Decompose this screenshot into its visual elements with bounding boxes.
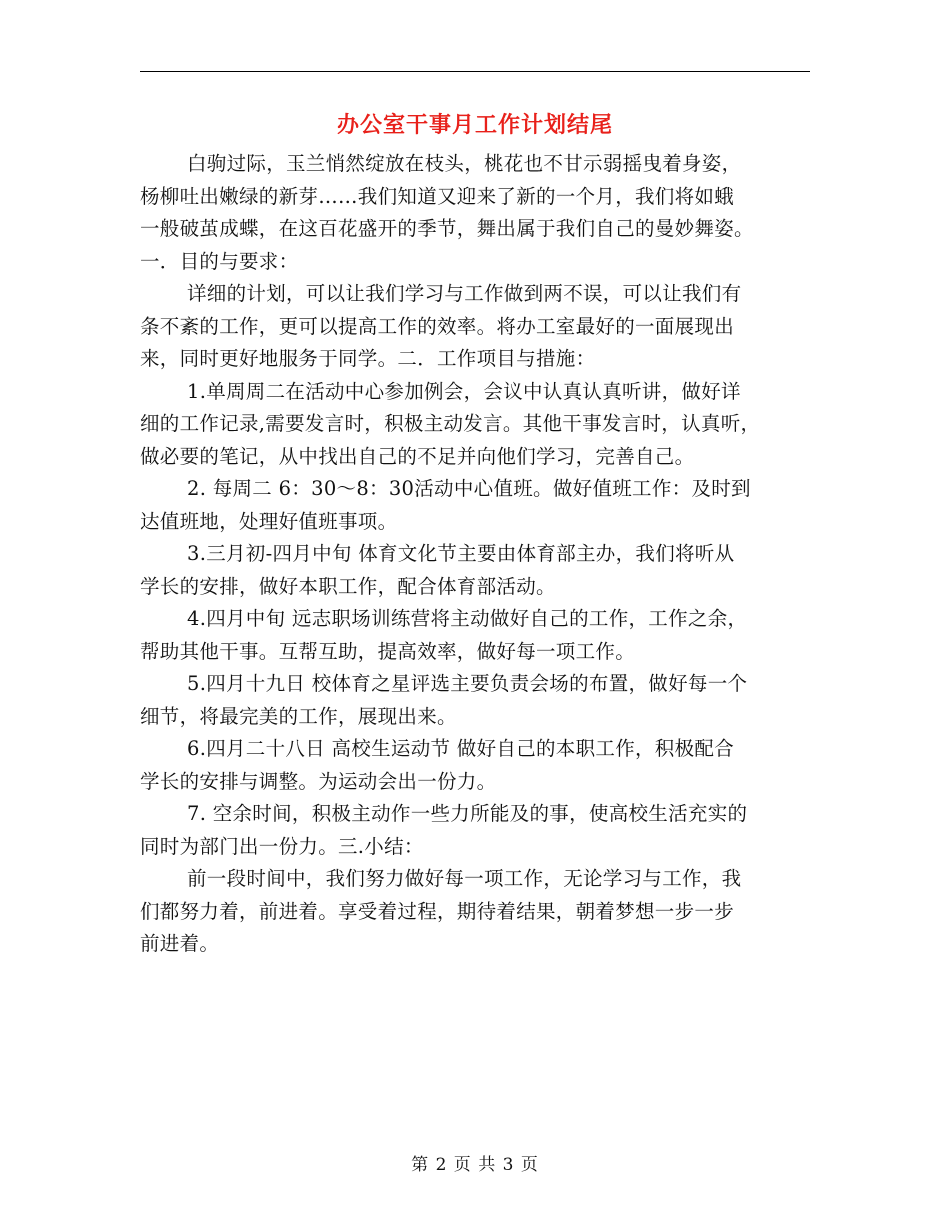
text-line: 来，同时更好地服务于同学。二．工作项目与措施： bbox=[140, 347, 596, 370]
text-line: 3.三月初-四月中旬 体育文化节主要由体育部主办，我们将听从 bbox=[187, 542, 735, 565]
text-line: 6.四月二十八日 高校生运动节 做好自己的本职工作，积极配合 bbox=[187, 737, 735, 760]
text-line: 学长的安排与调整。为运动会出一份力。 bbox=[140, 769, 497, 793]
text-line: 白驹过际，玉兰悄然绽放在枝头，桃花也不甘示弱摇曳着身姿， bbox=[187, 152, 742, 175]
text-line: 2. 每周二 6：30～8：30活动中心值班。做好值班工作：及时到 bbox=[187, 477, 751, 500]
document-body bbox=[140, 148, 812, 961]
text-line: 条不紊的工作，更可以提高工作的效率。将办工室最好的一面展现出 bbox=[140, 314, 735, 338]
text-line: 帮助其他干事。互帮互助，提高效率，做好每一项工作。 bbox=[140, 639, 636, 663]
text-line: 细节，将最完美的工作，展现出来。 bbox=[140, 704, 457, 728]
text-line: 7. 空余时间，积极主动作一些力所能及的事，使高校生活充实的 bbox=[187, 802, 748, 825]
text-line: 5.四月十九日 校体育之星评选主要负责会场的布置，做好每一个 bbox=[187, 672, 748, 695]
text-line: 做必要的笔记，从中找出自己的不足并向他们学习，完善自己。 bbox=[140, 444, 695, 468]
header-rule bbox=[140, 71, 810, 72]
text-line: 们都努力着，前进着。享受着过程，期待着结果，朝着梦想一步一步 bbox=[140, 899, 735, 923]
text-line: 1.单周周二在活动中心参加例会，会议中认真认真听讲，做好详 bbox=[187, 379, 741, 403]
document-title: 办公室干事月工作计划结尾 bbox=[336, 112, 613, 138]
page-footer: 第 2 页 共 3 页 bbox=[411, 1155, 539, 1175]
text-line: 前一段时间中，我们努力做好每一项工作，无论学习与工作，我 bbox=[187, 867, 742, 890]
text-line: 一．目的与要求： bbox=[140, 249, 299, 273]
text-line: 前进着。 bbox=[140, 932, 220, 955]
text-line: 杨柳吐出嫩绿的新芽……我们知道又迎来了新的一个月，我们将如蛾 bbox=[140, 184, 735, 208]
text-line: 同时为部门出一份力。三.小结： bbox=[140, 834, 424, 858]
text-line: 4.四月中旬 远志职场训练营将主动做好自己的工作，工作之余， bbox=[187, 607, 748, 630]
text-line: 达值班地，处理好值班事项。 bbox=[140, 509, 398, 533]
text-line: 详细的计划，可以让我们学习与工作做到两不误，可以让我们有 bbox=[187, 282, 742, 305]
text-line: 一般破茧成蝶，在这百花盛开的季节，舞出属于我们自己的曼妙舞姿。 bbox=[140, 217, 754, 240]
text-line: 细的工作记录,需要发言时，积极主动发言。其他干事发言时，认真听， bbox=[140, 412, 761, 435]
text-line: 学长的安排，做好本职工作，配合体育部活动。 bbox=[140, 574, 556, 598]
